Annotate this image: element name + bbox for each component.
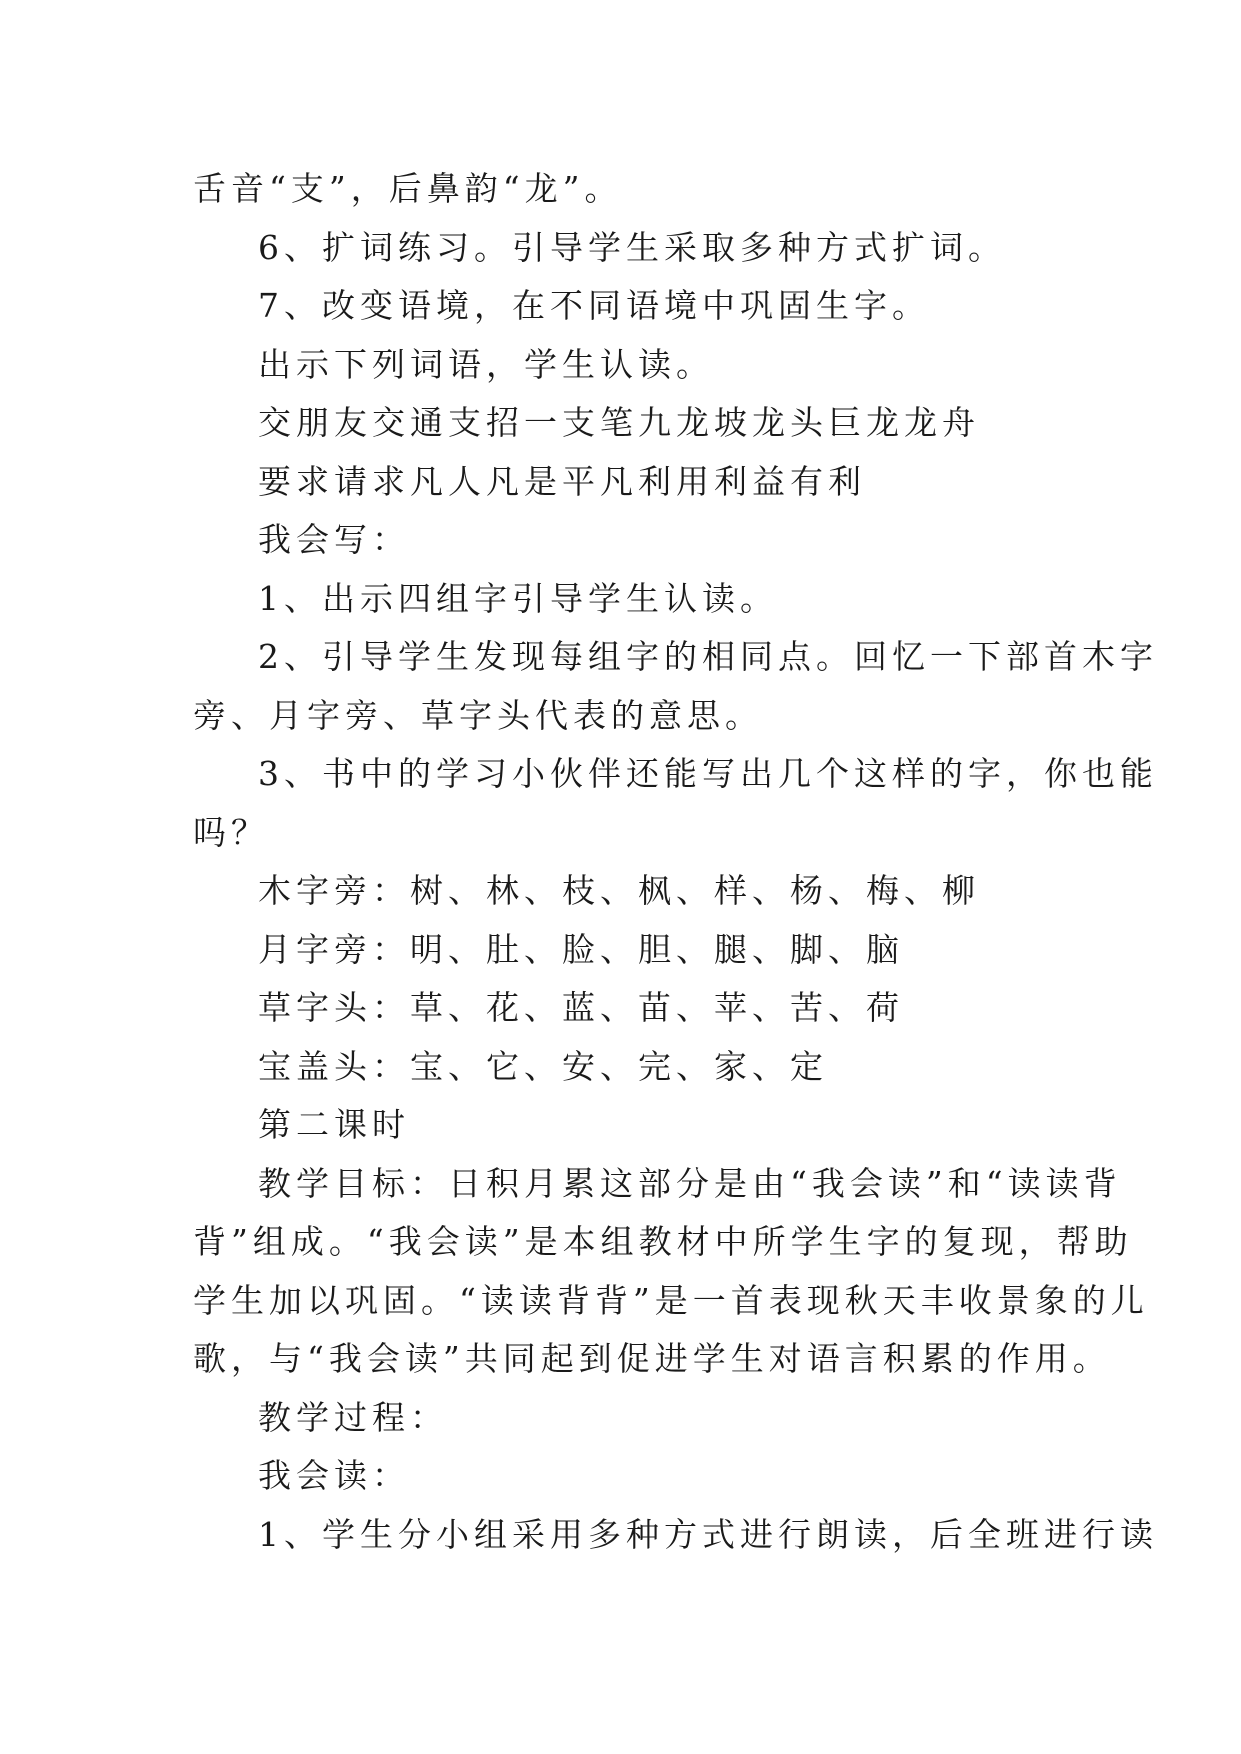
text-line: 3、书中的学习小伙伴还能写出几个这样的字，你也能	[258, 754, 1158, 793]
section-heading: 教学过程：	[258, 1397, 448, 1437]
text-line: 旁、月字旁、草字头代表的意思。	[193, 695, 763, 735]
text-line: 1、出示四组字引导学生认读。	[258, 578, 778, 618]
section-heading: 我会写：	[258, 520, 410, 559]
document-body	[193, 160, 1158, 1564]
text-line: 7、改变语境，在不同语境中巩固生字。	[258, 286, 930, 325]
text-line: 教学目标：日积月累这部分是由“我会读”和“读读背	[258, 1163, 1122, 1203]
word-list-line: 交朋友交通支招一支笔九龙坡龙头巨龙龙舟	[258, 403, 980, 442]
radical-list-line: 宝盖头：宝、它、安、完、家、定	[258, 1046, 828, 1086]
text-line: 出示下列词语，学生认读。	[258, 344, 714, 384]
text-line: 舌音“支”，后鼻韵“龙”。	[193, 169, 623, 208]
radical-list-line: 木字旁：树、林、枝、枫、样、杨、梅、柳	[258, 871, 980, 910]
text-line: 1、学生分小组采用多种方式进行朗读，后全班进行读	[258, 1514, 1158, 1554]
radical-list-line: 月字旁：明、肚、脸、胆、腿、脚、脑	[258, 929, 904, 969]
text-line: 学生加以巩固。“读读背背”是一首表现秋天丰收景象的儿	[193, 1280, 1149, 1320]
text-line: 2、引导学生发现每组字的相同点。回忆一下部首木字	[258, 637, 1158, 676]
text-line: 歌，与“我会读”共同起到促进学生对语言积累的作用。	[193, 1339, 1111, 1378]
text-line: 吗？	[193, 812, 269, 852]
word-list-line: 要求请求凡人凡是平凡利用利益有利	[258, 461, 866, 501]
text-line: 6、扩词练习。引导学生采取多种方式扩词。	[258, 227, 1006, 267]
section-heading: 我会读：	[258, 1456, 410, 1495]
section-heading: 第二课时	[258, 1105, 410, 1144]
radical-list-line: 草字头：草、花、蓝、苗、苹、苦、荷	[258, 988, 904, 1027]
text-line: 背”组成。“我会读”是本组教材中所学生字的复现，帮助	[193, 1222, 1133, 1261]
